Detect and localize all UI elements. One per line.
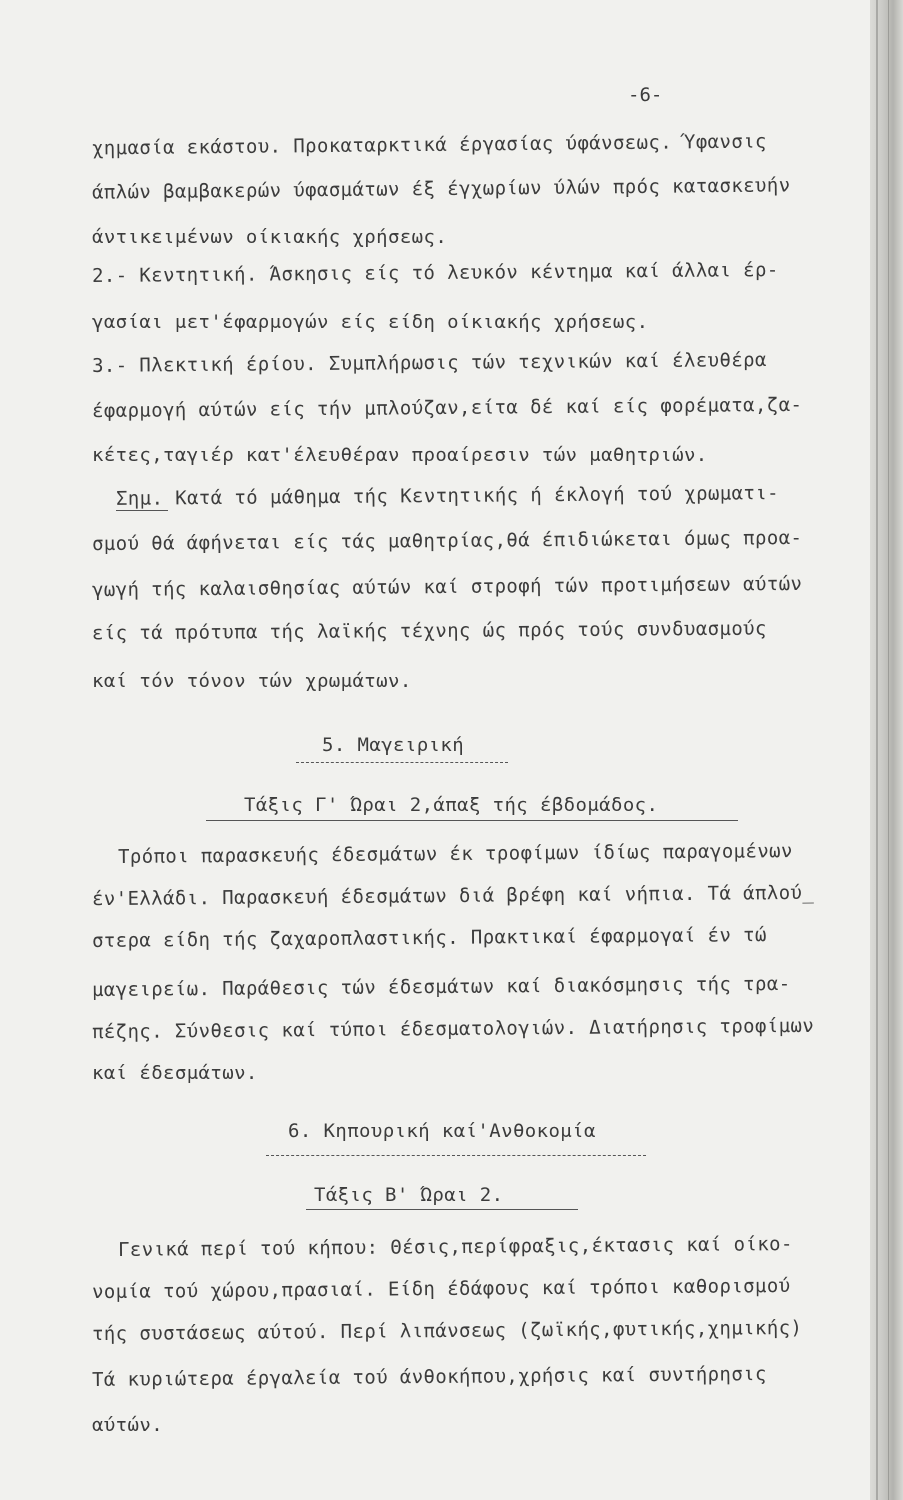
section-subtitle: Τάξις Γ' Ώραι 2,άπαξ τής έβδομάδος. [244,794,659,816]
body-line: 3.- Πλεκτική έρίου. Συμπλήρωσις τών τεχνικών καί έλευθέρα [91,349,767,377]
subtitle-underline [306,1209,578,1210]
body-line: Γενικά περί τού κήπου: Θέσις,περίφραξις,έκτασις καί οίκο- [117,1233,793,1261]
note-line: Σημ. Κατά τό μάθημα τής Κεντητικής ή έκλογή τού χρωματι- [115,482,780,510]
title-underline [266,1155,646,1156]
body-line: αύτών. [92,1414,164,1436]
title-underline [296,762,508,763]
page-number: -6- [628,84,663,106]
page-binding-edge [870,0,903,1500]
body-line: έφαρμογή αύτών είς τήν μπλούζαν,είτα δέ καί είς φορέματα,ζα- [91,393,803,423]
body-line: σμού θά άφήνεται είς τάς μαθητρίας,θά έπιδιώκεται όμως προα- [91,526,803,556]
section-subtitle: Τάξις Β' Ώραι 2. [314,1184,504,1206]
body-line: χημασία εκάστου. Προκαταρκτικά έργασίας ύφάνσεως. Ύφανσις [91,130,767,160]
body-line: τής συστάσεως αύτού. Περί λιπάνσεως (ζωϊκής,φυτικής,χημικής) [91,1316,803,1346]
note-underline [116,510,168,511]
body-line: πέζης. Σύνθεσις καί τύποι έδεσματολογιών. Διατήρησις τροφίμων [91,1014,815,1044]
body-line: είς τά πρότυπα τής λαϊκής τέχνης ώς πρός τούς συνδυασμούς [91,617,767,645]
body-line: νομία τού χώρου,πρασιαί. Είδη έδάφους καί τρόποι καθορισμού [91,1274,791,1304]
body-line: άπλών βαμβακερών ύφασμάτων έξ έγχωρίων ύλών πρός κατασκευήν [91,174,791,204]
body-line: μαγειρείω. Παράθεσις τών έδεσμάτων καί διακόσμησις τής τρα- [91,972,791,1002]
body-line: Τρόποι παρασκευής έδεσμάτων έκ τροφίμων ίδίως παραγομένων [117,840,793,868]
body-line: γωγή τής καλαισθησίας αύτών καί στροφή τών προτιμήσεων αύτών [91,572,803,602]
body-line: 2.- Κεντητική. Άσκησις είς τό λευκόν κέντημα καί άλλαι έρ- [91,259,779,287]
subtitle-underline [206,820,738,821]
section-title: 6. Κηπουρική καί'Ανθοκομία [288,1120,596,1142]
body-line: στερα είδη τής ζαχαροπλαστικής. Πρακτικαί έφαρμογαί έν τώ [91,924,767,952]
body-line: γασίαι μετ'έφαρμογών είς είδη οίκιακής χρήσεως. [92,311,649,333]
body-line: Τά κυριώτερα έργαλεία τού άνθοκήπου,χρήσις καί συντήρησις [91,1363,767,1391]
body-line: άντικειμένων οίκιακής χρήσεως. [92,226,448,248]
body-line: έν'Ελλάδι. Παρασκευή έδεσμάτων διά βρέφη καί νήπια. Τά άπλού_ [91,881,815,911]
section-title: 5. Μαγειρική [322,734,465,756]
body-line: καί έδεσμάτων. [92,1062,258,1084]
body-line: καί τόν τόνον τών χρωμάτων. [92,670,412,692]
body-line: κέτες,ταγιέρ κατ'έλευθέραν προαίρεσιν τών μαθητριών. [92,444,708,466]
